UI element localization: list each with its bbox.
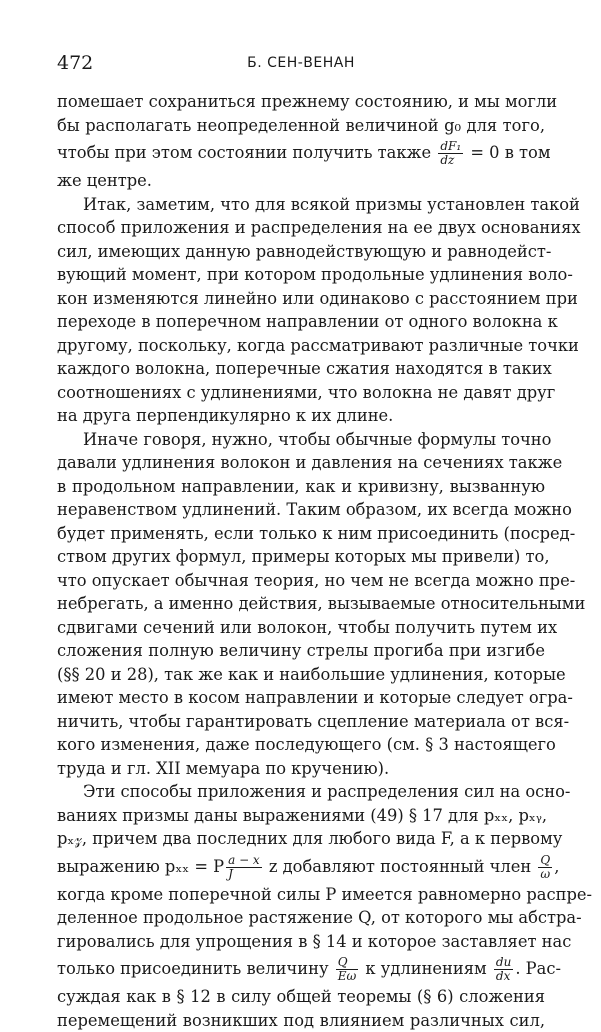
line-text: выражению pₓₓ = P <box>57 857 224 876</box>
text-line <box>57 90 545 114</box>
line-text: способ приложения и распределения на ее двух основаниях <box>57 218 581 237</box>
line-text: деленное продольное растяжение Q, от которого мы абстра- <box>57 908 582 927</box>
line-text: перемещений возникших под влиянием различных сил, <box>57 1011 545 1030</box>
line-text: переходе в поперечном направлении от одного волокна к <box>57 312 558 331</box>
page-number: 472 <box>57 52 93 74</box>
line-text: имеют место в косом направлении и которые следует огра- <box>57 688 573 707</box>
text-line <box>57 616 545 640</box>
fraction-numerator: Q <box>538 854 552 868</box>
line-text: Итак, заметим, что для всякой призмы установлен такой <box>83 195 580 214</box>
running-head: Б. СЕН-ВЕНАН <box>57 55 545 71</box>
text-line <box>57 851 545 883</box>
fraction <box>538 854 552 881</box>
text-line <box>57 710 545 734</box>
page-header <box>57 52 545 76</box>
text-line <box>57 475 545 499</box>
line-text: Эти способы приложения и распределения сил на осно- <box>83 782 570 801</box>
line-text: же центре. <box>57 171 152 190</box>
fraction-denominator: ω <box>538 868 552 881</box>
line-text: неравенством удлинений. Таким образом, их всегда можно <box>57 500 572 519</box>
fraction <box>494 956 513 983</box>
line-text: суждая как в § 12 в силу общей теоремы (§ 6) сложения <box>57 987 545 1006</box>
text-line <box>57 985 545 1009</box>
fraction-numerator: du <box>494 956 513 970</box>
text-line <box>57 428 545 452</box>
text-line <box>57 930 545 954</box>
line-text: (§§ 20 и 28), так же как и наибольшие удлинения, которые <box>57 665 566 684</box>
text-line <box>57 906 545 930</box>
line-text: ваниях призмы даны выражениями (49) § 17 для pₓₓ, pₓᵧ, <box>57 806 547 825</box>
line-text: на друга перпендикулярно к их длине. <box>57 406 393 425</box>
line-text: каждого волокна, поперечные сжатия находятся в таких <box>57 359 552 378</box>
text-line <box>57 240 545 264</box>
fraction <box>226 854 262 881</box>
text-line <box>57 287 545 311</box>
line-text: сложения полную величину стрелы прогиба при изгибе <box>57 641 545 660</box>
line-text: только присоединить величину <box>57 959 334 978</box>
line-text: сдвигами сечений или волокон, чтобы получить путем их <box>57 618 557 637</box>
text-line <box>57 193 545 217</box>
line-text: труда и гл. XII мемуара по кручению). <box>57 759 389 778</box>
line-text: кон изменяются линейно или одинаково с расстоянием при <box>57 289 578 308</box>
text-line <box>57 780 545 804</box>
text-line <box>57 686 545 710</box>
fraction-denominator: dx <box>494 970 513 983</box>
body-text <box>57 90 545 1032</box>
line-text: ничить, чтобы гарантировать сцепление материала от вся- <box>57 712 569 731</box>
line-text: , <box>554 857 559 876</box>
text-line <box>57 757 545 781</box>
text-line <box>57 498 545 522</box>
text-line <box>57 953 545 985</box>
line-text: кого изменения, даже последующего (см. § 3 настоящего <box>57 735 556 754</box>
line-text: ством других формул, примеры которых мы привели) то, <box>57 547 550 566</box>
line-text: чтобы при этом состоянии получить также <box>57 143 436 162</box>
text-line <box>57 263 545 287</box>
line-text: будет применять, если только к ним присоединить (посред- <box>57 524 575 543</box>
text-line <box>57 451 545 475</box>
line-text: к удлинениям <box>360 959 492 978</box>
line-text: соотношениях с удлинениями, что волокна не давят друг <box>57 383 555 402</box>
text-line <box>57 804 545 828</box>
line-text: = 0 в том <box>465 143 550 162</box>
fraction-numerator: Q <box>336 956 359 970</box>
fraction-denominator: J <box>226 868 262 881</box>
text-line <box>57 639 545 663</box>
text-line <box>57 216 545 240</box>
line-text: гировались для упрощения в § 14 и которое заставляет нас <box>57 932 571 951</box>
text-line <box>57 569 545 593</box>
line-text: . Рас- <box>515 959 561 978</box>
line-text: сил, имеющих данную равнодействующую и равнодейст- <box>57 242 551 261</box>
text-line <box>57 114 545 138</box>
fraction-numerator: a − x <box>226 854 262 868</box>
fraction-denominator: dz <box>438 154 463 167</box>
line-text: небрегать, а именно действия, вызываемые относительными <box>57 594 585 613</box>
fraction <box>336 956 359 983</box>
text-line <box>57 404 545 428</box>
line-text: когда кроме поперечной силы P имеется равномерно распре- <box>57 885 592 904</box>
text-line <box>57 381 545 405</box>
line-text: pₓ𝓏, причем два последних для любого вида F, а к первому <box>57 829 562 848</box>
text-line <box>57 827 545 851</box>
text-line <box>57 357 545 381</box>
text-line <box>57 310 545 334</box>
text-line <box>57 663 545 687</box>
line-text: в продольном направлении, как и кривизну, вызванную <box>57 477 545 496</box>
line-text: другому, поскольку, когда рассматривают различные точки <box>57 336 579 355</box>
text-line <box>57 883 545 907</box>
line-text: помешает сохраниться прежнему состоянию, и мы могли <box>57 92 557 111</box>
line-text: бы располагать неопределенной величиной g₀ для того, <box>57 116 545 135</box>
text-line <box>57 522 545 546</box>
text-line <box>57 334 545 358</box>
text-line <box>57 592 545 616</box>
line-text: вующий момент, при котором продольные удлинения воло- <box>57 265 573 284</box>
fraction <box>438 140 463 167</box>
text-line <box>57 1009 545 1032</box>
line-text: что опускает обычная теория, но чем не всегда можно пре- <box>57 571 575 590</box>
fraction-numerator: dF₁ <box>438 140 463 154</box>
fraction-denominator: Eω <box>336 970 359 983</box>
text-line <box>57 169 545 193</box>
text-line <box>57 733 545 757</box>
line-text: давали удлинения волокон и давления на сечениях также <box>57 453 562 472</box>
text-line <box>57 545 545 569</box>
text-line <box>57 137 545 169</box>
line-text: Иначе говоря, нужно, чтобы обычные формулы точно <box>83 430 551 449</box>
line-text: z добавляют постоянный член <box>264 857 537 876</box>
